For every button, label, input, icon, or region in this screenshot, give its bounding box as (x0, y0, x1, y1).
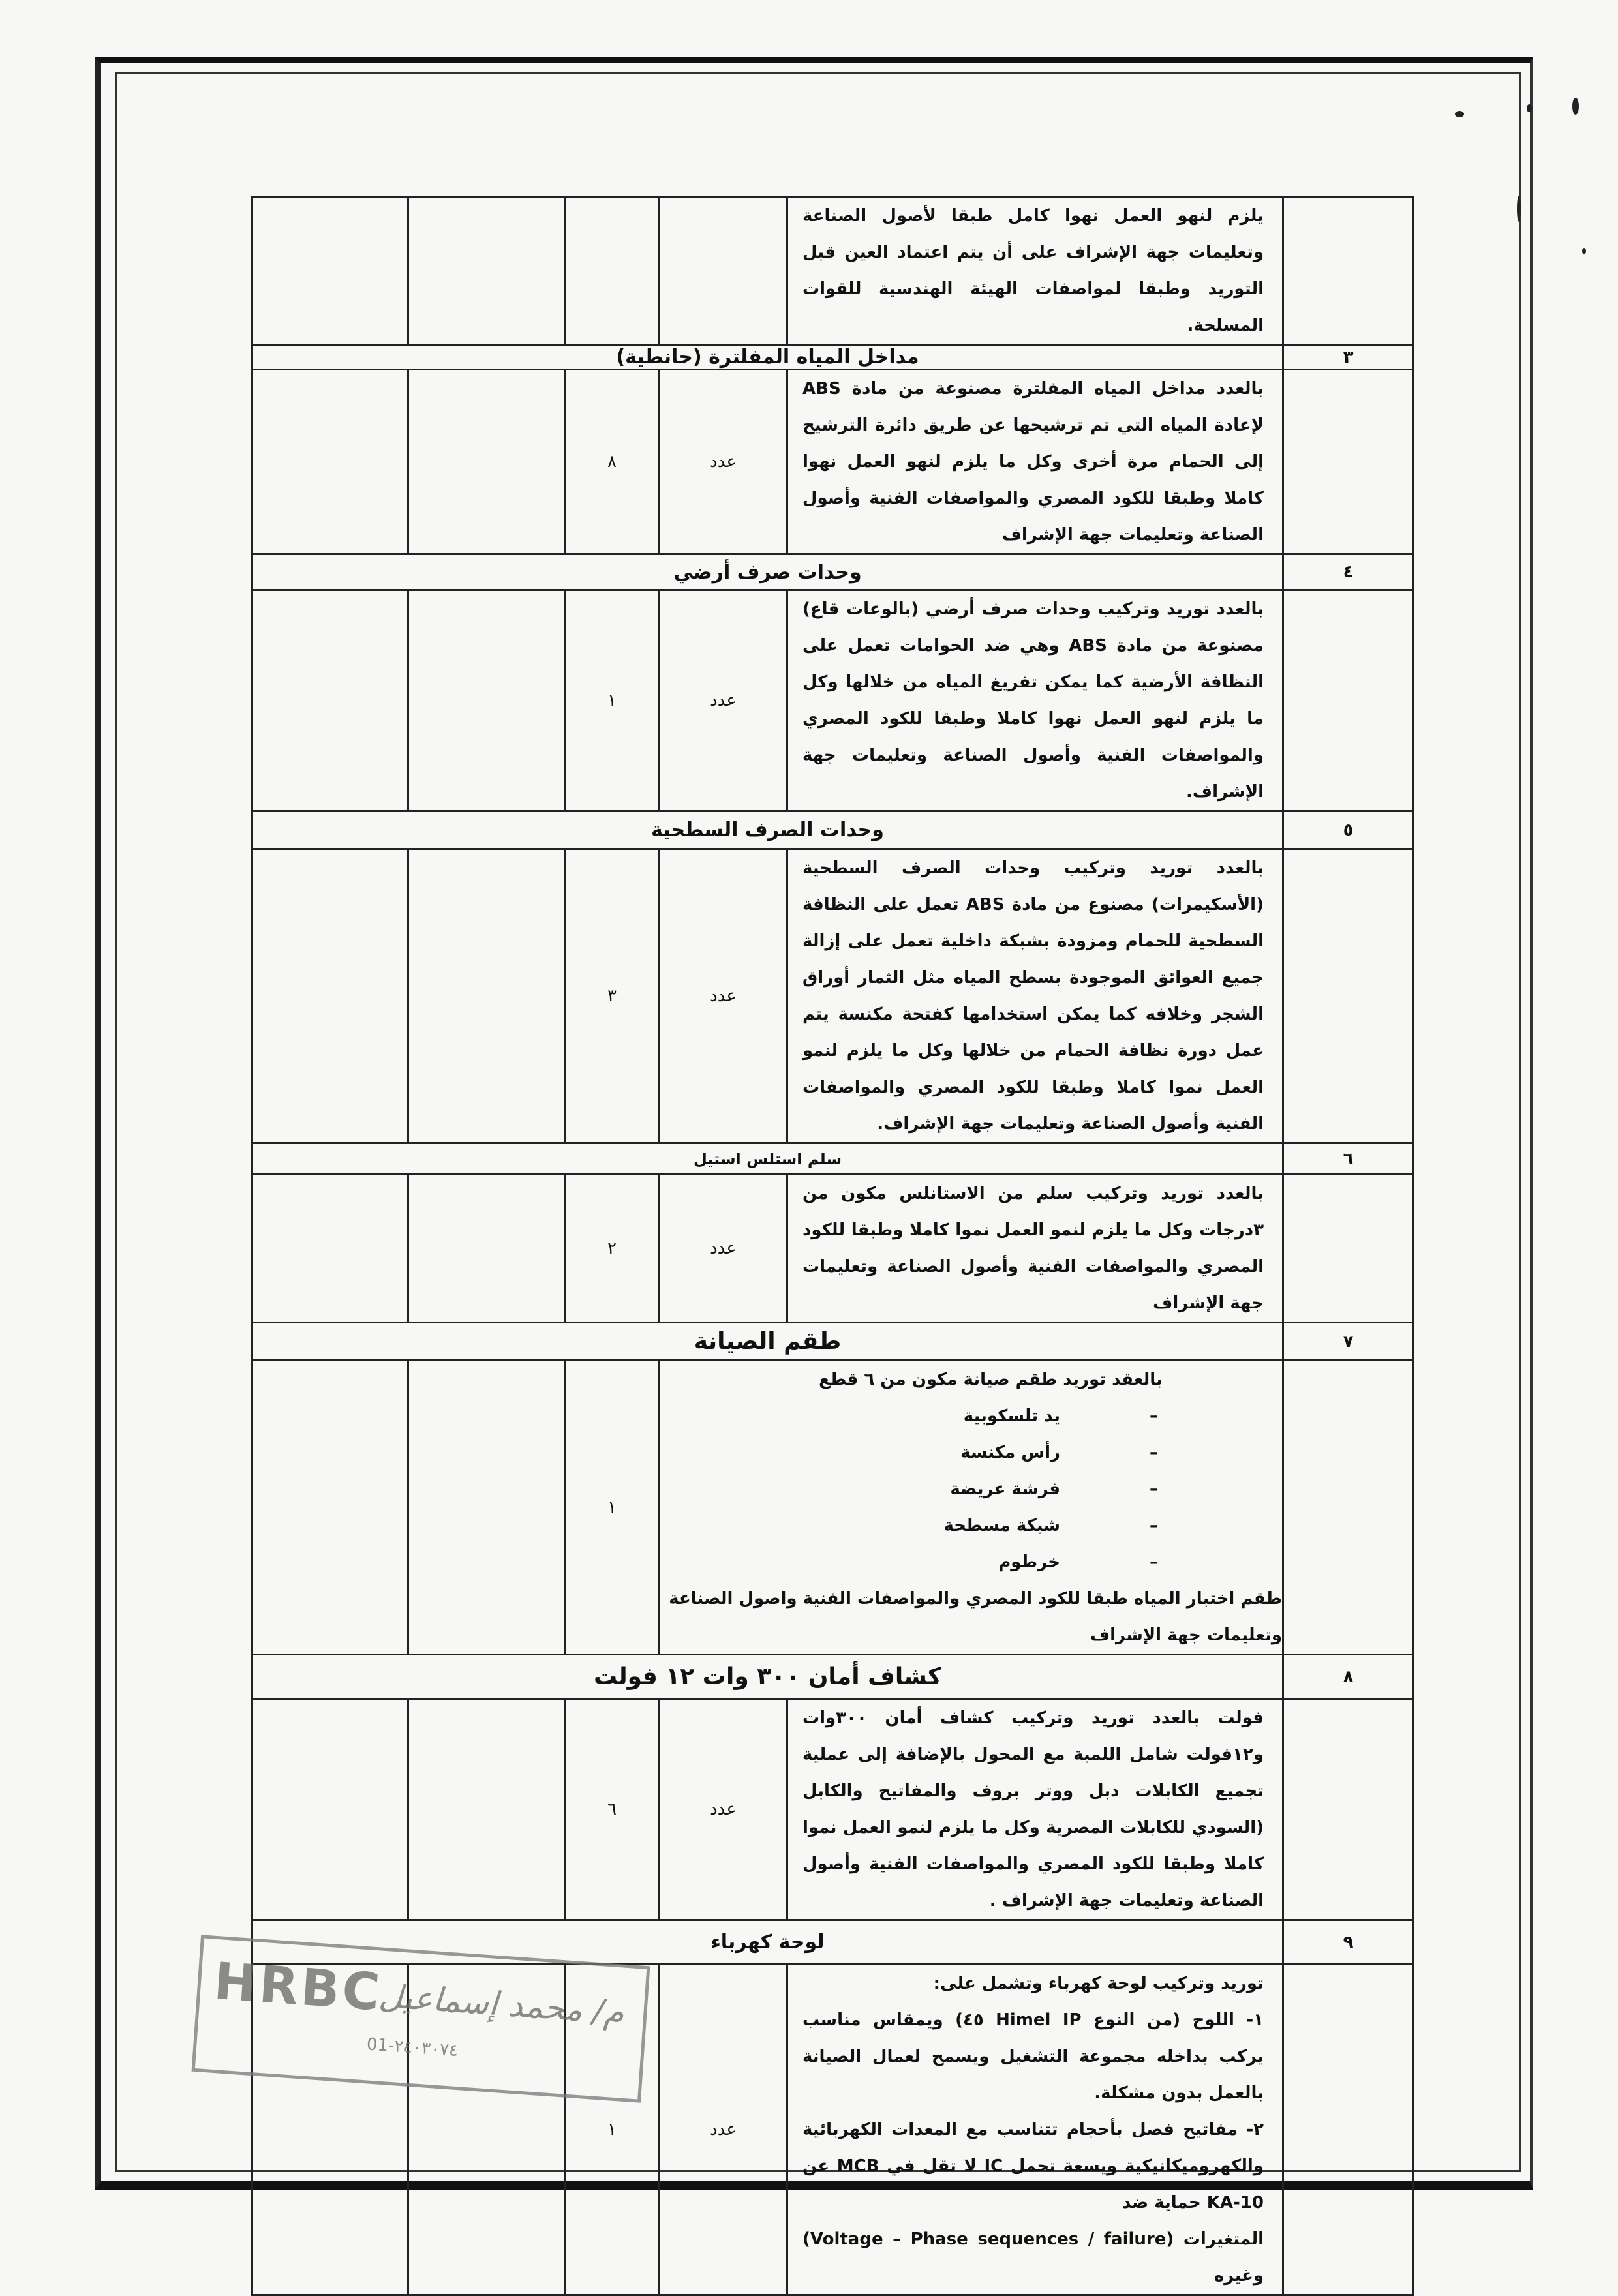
item-description: بالعدد توريد وتركيب وحدات الصرف السطحية (الأسكيمرات) مصنوع من مادة ABS تعمل على النظافة السطحية للحمام ومزودة بشبكة داخلية تعمل على إزالة جميع العوائق الموجودة بسطح المياه مثل الثمار أوراق الشجر وخلافه كما يمكن استخدامها كفتحة مكنسة يتم عمل دورة نظافة الحمام من خلالها وكل ما يلزم لنمو العمل نموا كاملا وطبقا للكود المصري والمواصفات الفنية وأصول الصناعة وتعليمات جهة الإشراف. (787, 849, 1283, 1143)
total-price-cell (252, 590, 408, 811)
item-number-cell (1283, 197, 1414, 345)
item-quantity: ١ (565, 590, 660, 811)
table-row-title (252, 345, 1414, 370)
table-row (252, 370, 1414, 554)
item-unit: عدد (660, 1175, 787, 1323)
kit-item: – رأس مكنسة (660, 1434, 1282, 1471)
panel-line: ٢- مفاتيح فصل بأحجام تتناسب مع المعدات الكهربائية والكهروميكانيكية ويسعة تحمل IC لا تقل في MCB عن KA-10 حماية ضد (802, 2120, 1264, 2213)
table-row (252, 1361, 1414, 1655)
total-price-cell (252, 370, 408, 554)
table-row-title (252, 1655, 1414, 1699)
total-price-cell (252, 849, 408, 1143)
scan-speck (1455, 111, 1464, 117)
total-price-cell (252, 197, 408, 345)
unit-price-cell (408, 590, 565, 811)
item-description: فولت بالعدد توريد وتركيب كشاف أمان ٣٠٠وات و١٢فولت شامل اللمبة مع المحول بالإضافة إلى عملية تجميع الكابلات دبل ووتر بروف والمفاتيح والكابل (السودي للكابلات المصرية وكل ما يلزم لنمو العمل نموا كاملا وطبقا للكود المصري والمواصفات الفنية وأصول الصناعة وتعليمات جهة الإشراف . (787, 1699, 1283, 1920)
kit-item: – شبكة مسطحة (660, 1507, 1282, 1544)
item-description: بالعدد توريد وتركيب وحدات صرف أرضي (بالوعات قاع) مصنوعة من مادة ABS وهي ضد الحوامات تعمل على النظافة الأرضية كما يمكن تفريغ المياه من خلالها وكل ما يلزم لنهو العمل نهوا كاملا وطبقا للكود المصري والمواصفات الفنية وأصول الصناعة وتعليمات جهة الإشراف. (787, 590, 1283, 811)
table-row-continued (252, 197, 1414, 345)
item-title: وحدات الصرف السطحية (252, 811, 1283, 849)
table-row-title (252, 554, 1414, 590)
item-number: ٧ (1283, 1323, 1414, 1361)
item-number: ٣ (1283, 345, 1414, 370)
kit-intro: بالعقد توريد طقم صيانة مكون من ٦ قطع (819, 1370, 1163, 1389)
item-quantity: ٢ (565, 1175, 660, 1323)
item-title: طقم الصيانة (252, 1323, 1283, 1361)
item-number: ٦ (1283, 1143, 1414, 1175)
table-row-title (252, 1143, 1414, 1175)
unit-price-cell (408, 1175, 565, 1323)
scan-speck (1517, 196, 1521, 222)
table-row-title (252, 1323, 1414, 1361)
total-price-cell (252, 1699, 408, 1920)
item-unit: عدد (660, 1699, 787, 1920)
item-quantity: ٣ (565, 849, 660, 1143)
item-title: سلم استلس استيل (252, 1143, 1283, 1175)
stamp-logo: HRBC (212, 1952, 384, 2023)
unit-price-cell (408, 370, 565, 554)
unit-price-cell (408, 849, 565, 1143)
unit-price-cell (408, 197, 565, 345)
table-row (252, 1699, 1414, 1920)
kit-item: – خرطوم (660, 1544, 1282, 1580)
stamp-phone: 01-٢٤٠٣٠٧٤ (366, 2034, 459, 2061)
item-title: لوحة كهرباء (252, 1920, 1283, 1965)
unit-price-cell (408, 1361, 565, 1655)
item-number: ٨ (1283, 1655, 1414, 1699)
scan-speck (1582, 248, 1586, 254)
unit-price-cell (408, 1699, 565, 1920)
item-number: ٩ (1283, 1920, 1414, 1965)
total-price-cell (252, 1361, 408, 1655)
scan-speck (1572, 98, 1579, 115)
item-quantity: ٦ (565, 1699, 660, 1920)
stamp-signature: م/ محمد إسماعيل (377, 1976, 626, 2032)
item-unit: عدد (660, 590, 787, 811)
table-row (252, 590, 1414, 811)
item-title: وحدات صرف أرضي (252, 554, 1283, 590)
item-quantity: ١ (565, 1361, 660, 1655)
kit-item: – يد تلسكوبية (660, 1398, 1282, 1434)
item-description: بالعدد مداخل المياه المفلترة مصنوعة من مادة ABS لإعادة المياه التي تم ترشيحها عن طريق دائرة الترشيح إلى الحمام مرة أخرى وكل ما يلزم لنهو العمل نهوا كاملا وطبقا للكود المصري والمواصفات الفنية وأصول الصناعة وتعليمات جهة الإشراف (787, 370, 1283, 554)
total-price-cell (252, 1175, 408, 1323)
table-row-title (252, 811, 1414, 849)
item-quantity: ٨ (565, 370, 660, 554)
item-number: ٤ (1283, 554, 1414, 590)
panel-line: المتغيرات (Voltage – Phase sequences / failure) وغيره (802, 2229, 1264, 2286)
item-title: كشاف أمان ٣٠٠ وات ١٢ فولت (252, 1655, 1283, 1699)
item-number: ٥ (1283, 811, 1414, 849)
item-description (787, 1965, 1283, 2295)
kit-outro: طقم اختبار المياه طبقا للكود المصري والمواصفات الفنية واصول الصناعة وتعليمات جهة الإشراف (669, 1589, 1282, 1645)
item-description: يلزم لنهو العمل نهوا كامل طبقا لأصول الصناعة وتعليمات جهة الإشراف على أن يتم اعتماد العين قبل التوريد وطبقا لمواصفات الهيئة الهندسية للقوات المسلحة. (787, 197, 1283, 345)
table-row (252, 849, 1414, 1143)
kit-item: – فرشة عريضة (660, 1471, 1282, 1507)
item-quantity: ١ (565, 1965, 660, 2295)
panel-line: ١- اللوح (من النوع Himel IP ٤٥) ويمقاس مناسب يركب بداخله مجموعة التشغيل ويسمح لعمال الصيانة بالعمل بدون مشكلة. (802, 2010, 1264, 2103)
item-description: بالعدد توريد وتركيب سلم من الاستانلس مكون من ٣درجات وكل ما يلزم لنمو العمل نموا كاملا وطبقا للكود المصري والمواصفات الفنية وأصول الصناعة وتعليمات جهة الإشراف (787, 1175, 1283, 1323)
scan-speck (1527, 104, 1532, 112)
table-row (252, 1175, 1414, 1323)
panel-line: توريد وتركيب لوحة كهرباء وتشمل على: (933, 1974, 1264, 1993)
maintenance-kit-description (660, 1361, 1283, 1655)
item-unit: عدد (660, 1965, 787, 2295)
item-title: مداخل المياه المفلترة (حانطية) (252, 345, 1283, 370)
item-unit: عدد (660, 370, 787, 554)
item-unit: عدد (660, 849, 787, 1143)
